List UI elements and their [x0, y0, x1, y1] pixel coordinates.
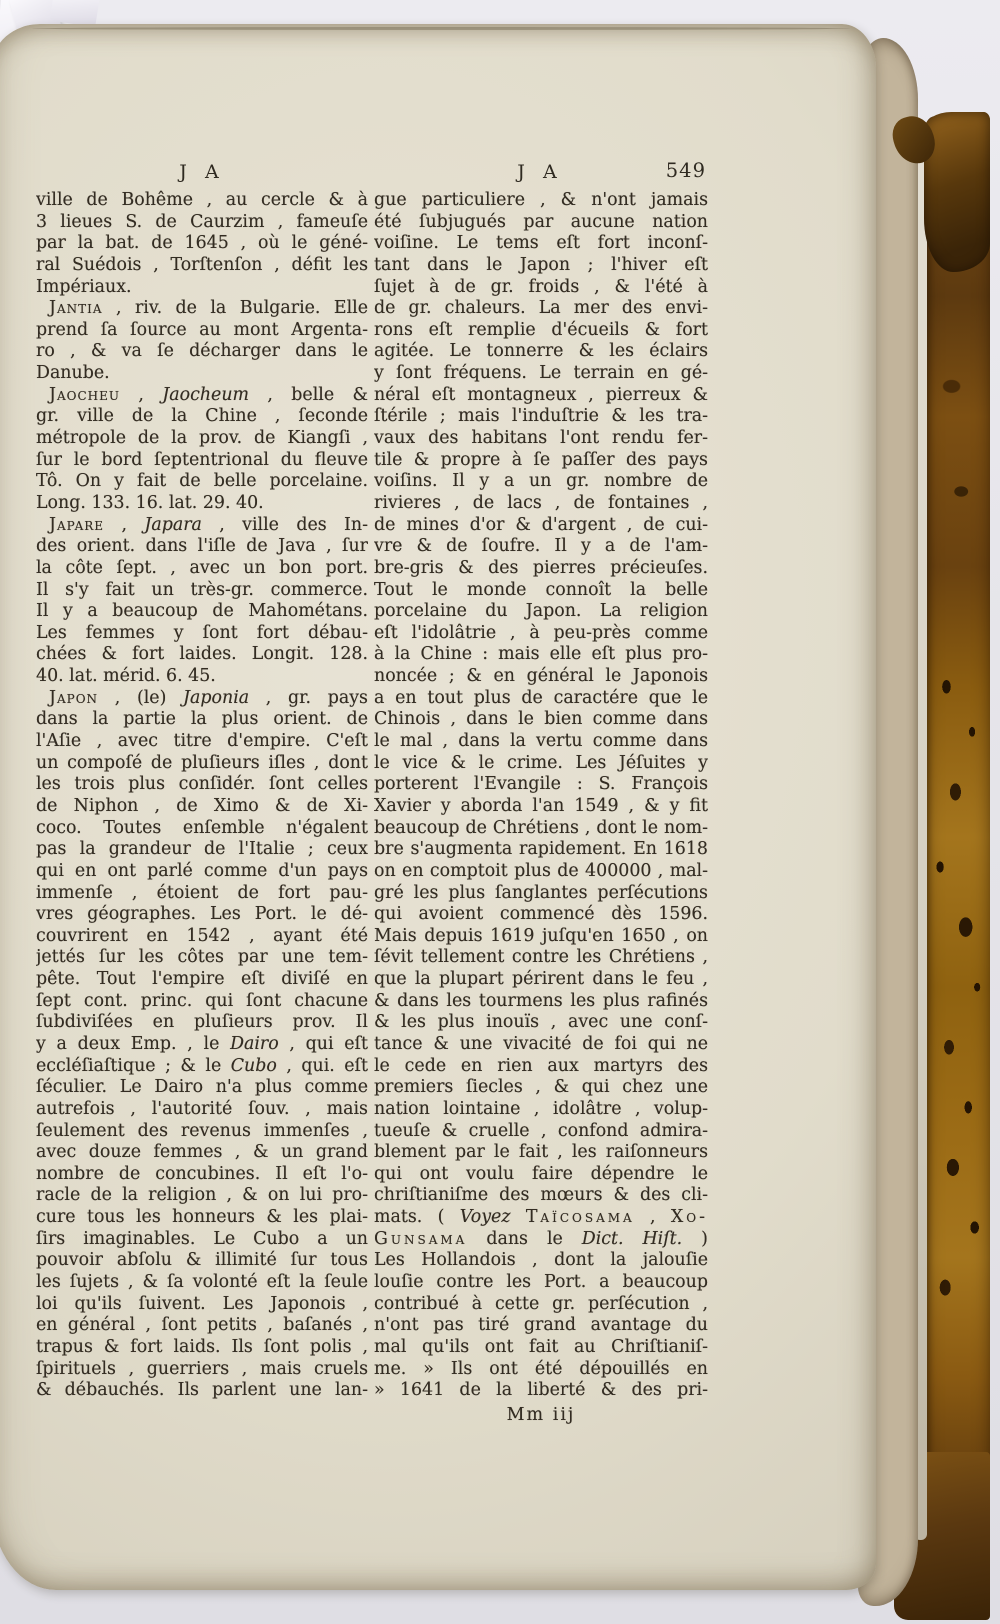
text-line: ral Suédois , Torſtenſon , défit les — [36, 254, 368, 275]
text-line: ſévit tellement contre les Chrétiens , — [374, 947, 708, 968]
text-line: le vice & le crime. Les Jéſuites y — [374, 752, 708, 773]
text-line: prend ſa ſource au mont Argenta- — [36, 319, 368, 340]
text-line: Tout le monde connoît la belle — [374, 579, 708, 600]
text-line: louſie contre les Port. a beaucoup — [374, 1272, 708, 1293]
text-line: n'ont pas tiré grand avantage du — [374, 1315, 708, 1336]
text-line: pas la grandeur de l'Italie ; ceux — [36, 839, 368, 860]
text-line: par la bat. de 1645 , où le géné- — [36, 233, 368, 254]
text-line: ro , & va ſe décharger dans le — [36, 341, 368, 362]
text-line: vre & de ſoufre. Il y a de l'am- — [374, 536, 708, 557]
running-title-left: J A — [179, 161, 225, 183]
text-line: Xavier y aborda l'an 1549 , & y fit — [374, 795, 708, 816]
text-line: ſéculier. Le Dairo n'a plus comme — [36, 1077, 368, 1098]
text-line: Jaocheu , Jaocheum , belle & — [49, 384, 368, 405]
text-line: y a deux Emp. , le Dairo , qui eſt — [36, 1033, 368, 1054]
text-line: néral eſt montagneux , pierreux & — [374, 384, 708, 405]
text-line: Mais depuis 1619 juſqu'en 1650 , on — [374, 925, 708, 946]
text-line: a en tout plus de caractére que le — [374, 687, 708, 708]
text-line: me. » Ils ont été dépouillés en — [374, 1358, 708, 1379]
text-line: en général , ſont petits , baſanés , — [36, 1315, 368, 1336]
text-line: Japon , (le) Japonia , gr. pays — [49, 687, 368, 708]
text-line: noncée ; & en général le Japonois — [374, 666, 708, 687]
text-line: voiſine. Le tems eſt fort inconſ- — [374, 233, 708, 254]
text-line: qui en ont parlé comme d'un pays — [36, 860, 368, 881]
text-line: ſur le bord ſeptentrional du fleuve — [36, 449, 368, 470]
text-line: dans la partie la plus orient. de — [36, 709, 368, 730]
text-line: Les femmes y ſont fort débau- — [36, 622, 368, 643]
text-line: les trois plus conſidér. ſont celles — [36, 774, 368, 795]
text-line: & dans les tourmens les plus rafinés — [374, 990, 708, 1011]
text-line: le cede en rien aux martyrs des — [374, 1055, 708, 1076]
text-line: tant dans le Japon ; l'hiver eſt — [374, 254, 708, 275]
text-line: pouvoir abſolu & illimité ſur tous — [36, 1250, 368, 1271]
text-line: mal qu'ils ont fait au Chriſtianiſ- — [374, 1336, 708, 1357]
text-line: blement par le fait , les raiſonneurs — [374, 1142, 708, 1163]
text-line: pête. Tout l'empire eſt diviſé en — [36, 969, 368, 990]
text-line: ſtérile ; mais l'induſtrie & les tra- — [374, 406, 708, 427]
leather-cover-corner — [924, 112, 990, 272]
text-line: été ſubjugués par aucune nation — [374, 211, 708, 232]
text-line: ſirs imaginables. Le Cubo a un — [36, 1228, 368, 1249]
text-line: porcelaine du Japon. La religion — [374, 601, 708, 622]
text-line: porterent l'Evangile : S. François — [374, 774, 708, 795]
marbled-cover — [926, 116, 990, 1618]
text-line: immenſe , étoient de fort pau- — [36, 882, 368, 903]
text-line: de Niphon , de Ximo & de Xi- — [36, 795, 368, 816]
text-line: l'Aſie , avec titre d'empire. C'eſt — [36, 731, 368, 752]
text-line: les ſujets , & ſa volonté eſt la ſeule — [36, 1272, 368, 1293]
text-line: un compoſé de pluſieurs iſles , dont — [36, 752, 368, 773]
book-page — [0, 24, 876, 1590]
text-line: qui ont voulu faire dépendre le — [374, 1163, 708, 1184]
text-line: loi qu'ils ſuivent. Les Japonois , — [36, 1293, 368, 1314]
text-line: à la Chine : mais elle eſt plus pro- — [374, 644, 708, 665]
text-line: rivieres , de lacs , de fontaines , — [374, 492, 708, 513]
text-line: de gr. chaleurs. La mer des envi- — [374, 298, 708, 319]
text-line: bre s'augmenta rapidement. En 1618 — [374, 839, 708, 860]
text-line: & les plus inouïs , avec une conſ- — [374, 1012, 708, 1033]
text-line: contribué à cette gr. perſécution , — [374, 1293, 708, 1314]
text-line: avec douze femmes , & un grand — [36, 1142, 368, 1163]
text-line: autrefois , l'autorité ſouv. , mais — [36, 1098, 368, 1119]
text-line: gré les plus ſanglantes perſécutions — [374, 882, 708, 903]
column-left — [36, 190, 368, 1402]
text-line: & débauchés. Ils parlent une lan- — [36, 1380, 368, 1401]
text-line: Impériaux. — [36, 276, 132, 297]
text-line: des orient. dans l'iſle de Java , ſur — [36, 536, 368, 557]
text-line: beaucoup de Chrétiens , dont le nom- — [374, 817, 708, 838]
column-right — [374, 190, 708, 1402]
text-line: chriſtianiſme des mœurs & des cli- — [374, 1185, 708, 1206]
text-line: Il y a beaucoup de Mahométans. — [36, 601, 368, 622]
text-line: nombre de concubines. Il eſt l'o- — [36, 1163, 368, 1184]
text-line: vaux des habitans l'ont rendu fer- — [374, 428, 708, 449]
text-line: on en comptoit plus de 400000 , mal- — [374, 860, 708, 881]
text-line: gr. ville de la Chine , ſeconde — [36, 406, 368, 427]
text-line: gue particuliere , & n'ont jamais — [374, 190, 708, 210]
text-line: qui avoient commencé dès 1596. — [374, 904, 708, 925]
text-line: ſujet à de gr. froids , & l'été à — [374, 276, 708, 297]
page-text — [0, 24, 876, 1590]
text-line: racle de la religion , & on lui pro- — [36, 1185, 368, 1206]
text-line: trapus & fort laids. Ils ſont polis , — [36, 1336, 368, 1357]
text-line: nation lointaine , idolâtre , volup- — [374, 1098, 708, 1119]
text-line: la côte ſept. , avec un bon port. — [36, 557, 368, 578]
text-line: Jantia , riv. de la Bulgarie. Elle — [49, 298, 368, 319]
text-line: ſept cont. princ. qui ſont chacune — [36, 990, 368, 1011]
text-line: ſubdiviſées en pluſieurs prov. Il — [36, 1012, 368, 1033]
text-line: eſt l'idolâtrie , à peu-près comme — [374, 622, 708, 643]
text-line: Japare , Japara , ville des In- — [49, 514, 368, 535]
text-line: coco. Toutes enſemble n'égalent — [36, 817, 368, 838]
text-line: ſpirituels , guerriers , mais cruels — [36, 1358, 368, 1379]
text-line: couvrirent en 1542 , ayant été — [36, 925, 368, 946]
text-line: Il s'y fait un très-gr. commerce. — [36, 579, 368, 600]
text-line: ſeulement des revenus immenſes , — [36, 1120, 368, 1141]
text-line: vres géographes. Les Port. le dé- — [36, 904, 368, 925]
signature-mark: Mm iij — [506, 1405, 576, 1425]
page-number: 549 — [665, 159, 706, 182]
text-line: tance & une vivacité de foi qui ne — [374, 1033, 708, 1054]
running-title-right: J A — [517, 161, 563, 183]
text-line: métropole de la prov. de Kiangſi , — [36, 428, 368, 449]
text-line: Les Hollandois , dont la jalouſie — [374, 1250, 708, 1271]
text-line: le mal , dans la vertu comme dans — [374, 731, 708, 752]
text-line: y ſont fréquens. Le terrain en gé- — [374, 363, 708, 384]
text-line: Gunsama dans le Dict. Hiſt. ) — [374, 1228, 708, 1249]
text-line: Tô. On y fait de belle porcelaine. — [36, 471, 368, 492]
text-line: Chinois , dans le bien comme dans — [374, 709, 708, 730]
text-line: agitée. Le tonnerre & les éclairs — [374, 341, 708, 362]
text-line: jettés ſur les côtes par une tem- — [36, 947, 368, 968]
text-line: eccléſiaſtique ; & le Cubo , qui. eſt — [36, 1055, 368, 1076]
text-line: voiſins. Il y a un gr. nombre de — [374, 471, 708, 492]
text-line: rons eſt remplie d'écueils & fort — [374, 319, 708, 340]
text-line: que la plupart périrent dans le feu , — [374, 969, 708, 990]
text-line: cure tous les honneurs & les plai- — [36, 1207, 368, 1228]
text-line: ville de Bohême , au cercle & à — [36, 190, 368, 210]
text-line: de mines d'or & d'argent , de cui- — [374, 514, 708, 535]
text-line: chées & fort laides. Longit. 128. — [36, 644, 368, 665]
text-line: Danube. — [36, 363, 110, 384]
text-line: Long. 133. 16. lat. 29. 40. — [36, 492, 264, 513]
text-line: 3 lieues S. de Caurzim , fameuſe — [36, 211, 368, 232]
text-line: mats. ( Voyez Taïcosama , Xo- — [374, 1207, 708, 1228]
text-line: » 1641 de la liberté & des pri- — [374, 1380, 708, 1401]
text-line: bre-gris & des pierres précieuſes. — [374, 557, 708, 578]
text-line: 40. lat. mérid. 6. 45. — [36, 666, 216, 687]
text-line: tueuſe & cruelle , confond admira- — [374, 1120, 708, 1141]
text-line: tile & propre à ſe paſſer des pays — [374, 449, 708, 470]
text-line: premiers ſiecles , & qui chez une — [374, 1077, 708, 1098]
